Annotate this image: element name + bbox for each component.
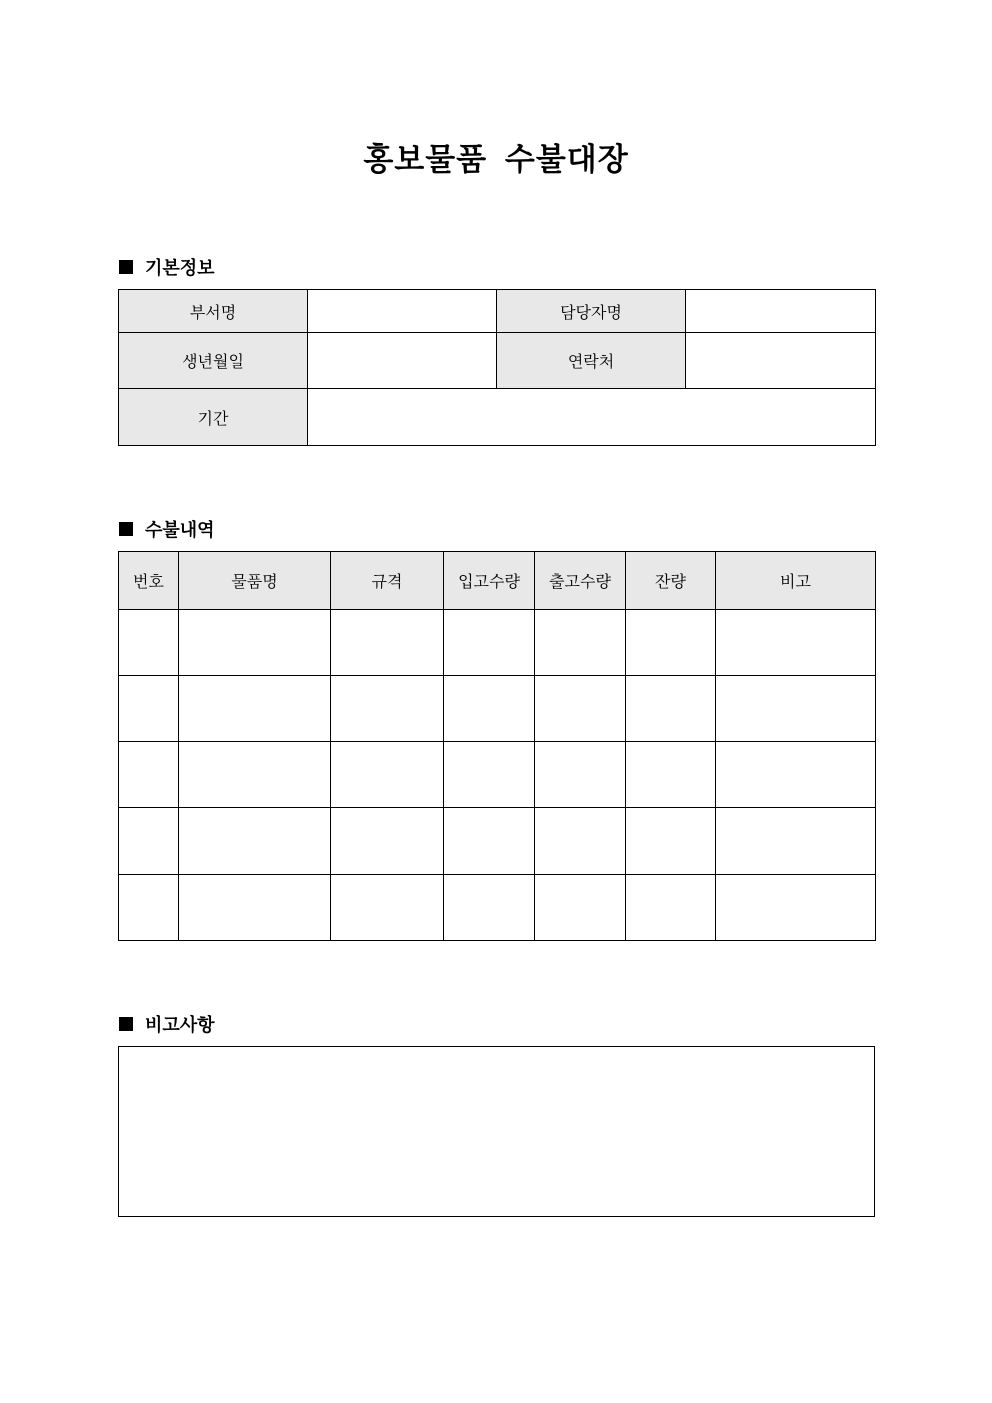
section-heading-basic-info <box>119 254 215 280</box>
section-heading-label: 비고사항 <box>145 1015 215 1036</box>
cell-item-name[interactable] <box>179 808 331 875</box>
section-heading-ledger <box>119 516 215 542</box>
basic-info-table <box>118 289 876 446</box>
cell-note[interactable] <box>716 742 876 808</box>
cell-note[interactable] <box>716 676 876 742</box>
cell-spec[interactable] <box>331 875 444 941</box>
square-bullet-icon <box>119 260 133 274</box>
cell-out-qty[interactable] <box>535 676 626 742</box>
cell-spec[interactable] <box>331 742 444 808</box>
cell-spec[interactable] <box>331 610 444 676</box>
page-title: 홍보물품 수불대장 <box>363 142 629 178</box>
section-heading-remarks <box>119 1011 215 1037</box>
cell-spec[interactable] <box>331 676 444 742</box>
cell-balance[interactable] <box>626 742 716 808</box>
cell-balance[interactable] <box>626 610 716 676</box>
section-heading-label: 수불내역 <box>145 520 215 541</box>
table-row <box>119 875 876 941</box>
cell-item-name[interactable] <box>179 742 331 808</box>
cell-balance[interactable] <box>626 676 716 742</box>
period-label: 기간 <box>119 389 308 446</box>
cell-number[interactable] <box>119 808 179 875</box>
cell-out-qty[interactable] <box>535 610 626 676</box>
department-label: 부서명 <box>119 290 308 333</box>
cell-note[interactable] <box>716 610 876 676</box>
table-row <box>119 808 876 875</box>
column-header-spec: 규격 <box>331 552 444 610</box>
cell-note[interactable] <box>716 808 876 875</box>
square-bullet-icon <box>119 1017 133 1031</box>
square-bullet-icon <box>119 522 133 536</box>
table-row <box>119 742 876 808</box>
contact-label: 연락처 <box>497 333 686 389</box>
cell-in-qty[interactable] <box>444 610 535 676</box>
cell-in-qty[interactable] <box>444 875 535 941</box>
cell-out-qty[interactable] <box>535 742 626 808</box>
cell-spec[interactable] <box>331 808 444 875</box>
birthdate-field[interactable] <box>308 333 497 389</box>
birthdate-label: 생년월일 <box>119 333 308 389</box>
cell-item-name[interactable] <box>179 875 331 941</box>
column-header-note: 비고 <box>716 552 876 610</box>
cell-out-qty[interactable] <box>535 875 626 941</box>
column-header-balance: 잔량 <box>626 552 716 610</box>
table-row <box>119 610 876 676</box>
ledger-header-row <box>119 552 876 610</box>
cell-in-qty[interactable] <box>444 808 535 875</box>
cell-in-qty[interactable] <box>444 676 535 742</box>
department-field[interactable] <box>308 290 497 333</box>
section-heading-label: 기본정보 <box>145 258 215 279</box>
period-field[interactable] <box>308 389 876 446</box>
column-header-out-qty: 출고수량 <box>535 552 626 610</box>
manager-field[interactable] <box>686 290 876 333</box>
cell-number[interactable] <box>119 742 179 808</box>
cell-number[interactable] <box>119 676 179 742</box>
ledger-table <box>118 551 876 941</box>
column-header-in-qty: 입고수량 <box>444 552 535 610</box>
remarks-box[interactable] <box>118 1046 875 1217</box>
cell-balance[interactable] <box>626 875 716 941</box>
table-row <box>119 676 876 742</box>
cell-item-name[interactable] <box>179 610 331 676</box>
manager-label: 담당자명 <box>497 290 686 333</box>
cell-out-qty[interactable] <box>535 808 626 875</box>
cell-number[interactable] <box>119 875 179 941</box>
cell-note[interactable] <box>716 875 876 941</box>
column-header-number: 번호 <box>119 552 179 610</box>
column-header-item-name: 물품명 <box>179 552 331 610</box>
cell-item-name[interactable] <box>179 676 331 742</box>
cell-balance[interactable] <box>626 808 716 875</box>
contact-field[interactable] <box>686 333 876 389</box>
cell-in-qty[interactable] <box>444 742 535 808</box>
cell-number[interactable] <box>119 610 179 676</box>
